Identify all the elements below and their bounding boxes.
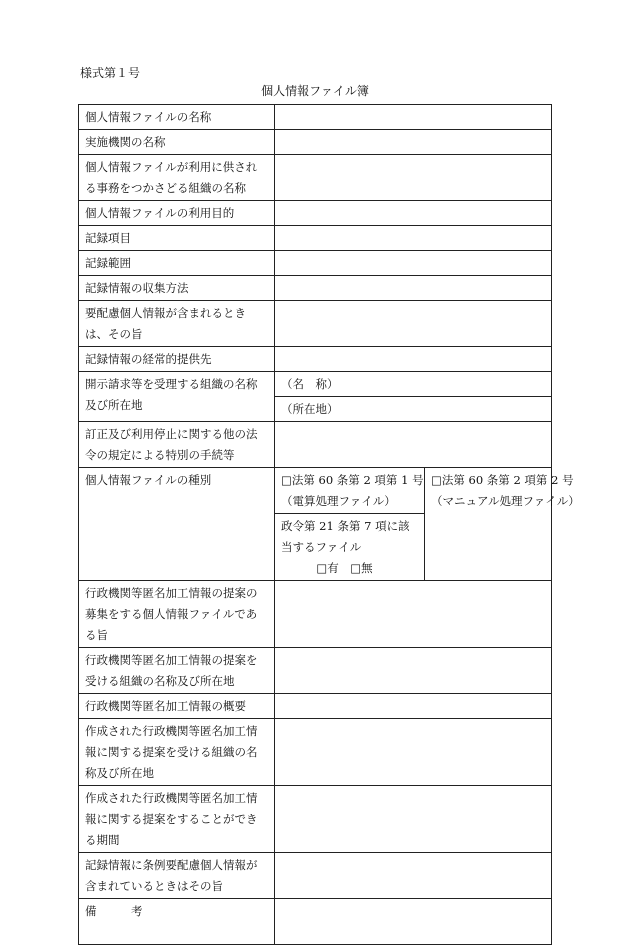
row-ordinance-sensitive (79, 853, 552, 899)
row-file-name (79, 105, 552, 130)
value-created-anon-org[interactable] (275, 719, 552, 786)
label-purpose: 個人情報ファイルの利用目的 (79, 201, 275, 226)
row-purpose (79, 201, 552, 226)
value-disclosure-address[interactable] (275, 397, 552, 422)
row-special-procedures (79, 422, 552, 468)
manual-file-caption: （マニュアル処理ファイル） (431, 494, 580, 508)
row-regular-recipients (79, 347, 552, 372)
label-record-scope: 記録範囲 (79, 251, 275, 276)
label-file-name: 個人情報ファイルの名称 (79, 105, 275, 130)
value-managing-org[interactable] (275, 155, 552, 201)
row-anon-overview (79, 694, 552, 719)
label-regular-recipients: 記録情報の経常的提供先 (79, 347, 275, 372)
label-anon-proposal-org: 行政機関等匿名加工情報の提案を受ける組織の名称及び所在地 (79, 648, 275, 694)
disclosure-address-label: （所在地） (281, 402, 339, 416)
label-sensitive-info: 要配慮個人情報が含まれるときは、その旨 (79, 301, 275, 347)
value-remarks[interactable] (275, 899, 552, 945)
row-record-items (79, 226, 552, 251)
label-disclosure-org: 開示請求等を受理する組織の名称及び所在地 (79, 372, 275, 422)
value-collection-method[interactable] (275, 276, 552, 301)
value-anon-proposal-org[interactable] (275, 648, 552, 694)
row-remarks (79, 899, 552, 945)
label-ordinance-sensitive: 記録情報に条例要配慮個人情報が含まれているときはその旨 (79, 853, 275, 899)
row-created-anon-period (79, 786, 552, 853)
row-sensitive-info (79, 301, 552, 347)
value-regular-recipients[interactable] (275, 347, 552, 372)
label-collection-method: 記録情報の収集方法 (79, 276, 275, 301)
row-anon-proposal-solicit (79, 581, 552, 648)
value-anon-proposal-solicit[interactable] (275, 581, 552, 648)
row-file-type-a (79, 468, 552, 514)
label-agency-name: 実施機関の名称 (79, 130, 275, 155)
value-file-name[interactable] (275, 105, 552, 130)
value-special-procedures[interactable] (275, 422, 552, 468)
value-purpose[interactable] (275, 201, 552, 226)
electronic-file-caption: （電算処理ファイル） (281, 494, 396, 508)
form-number: 様式第１号 (80, 66, 141, 80)
value-anon-overview[interactable] (275, 694, 552, 719)
option-electronic-file[interactable] (275, 468, 425, 514)
row-agency-name (79, 130, 552, 155)
value-ordinance-sensitive[interactable] (275, 853, 552, 899)
label-record-items: 記録項目 (79, 226, 275, 251)
ordinance-file-text: 政令第 21 条第 7 項に該当するファイル (281, 519, 410, 554)
file-register-table (78, 104, 580, 945)
value-agency-name[interactable] (275, 130, 552, 155)
disclosure-name-label: （名 称） (281, 377, 339, 391)
value-record-items[interactable] (275, 226, 552, 251)
label-created-anon-period: 作成された行政機関等匿名加工情報に関する提案をすることができる期間 (79, 786, 275, 853)
row-created-anon-org (79, 719, 552, 786)
row-disclosure-name (79, 372, 552, 397)
row-record-scope (79, 251, 552, 276)
row-collection-method (79, 276, 552, 301)
electronic-file-checkbox-text: □法第 60 条第 2 項第 1 号 (281, 473, 424, 487)
row-managing-org (79, 155, 552, 201)
value-record-scope[interactable] (275, 251, 552, 276)
row-anon-proposal-org (79, 648, 552, 694)
ordinance-file-cell[interactable] (275, 514, 425, 581)
value-sensitive-info[interactable] (275, 301, 552, 347)
manual-file-checkbox-text: □法第 60 条第 2 項第 2 号 (431, 473, 574, 487)
ordinance-yes-no-checkboxes[interactable]: □有 □無 (316, 561, 373, 575)
label-created-anon-org: 作成された行政機関等匿名加工情報に関する提案を受ける組織の名称及び所在地 (79, 719, 275, 786)
form-title: 個人情報ファイル簿 (261, 84, 369, 98)
value-created-anon-period[interactable] (275, 786, 552, 853)
label-managing-org: 個人情報ファイルが利用に供される事務をつかさどる組織の名称 (79, 155, 275, 201)
value-disclosure-name[interactable] (275, 372, 552, 397)
label-anon-overview: 行政機関等匿名加工情報の概要 (79, 694, 275, 719)
label-file-type: 個人情報ファイルの種別 (79, 468, 275, 581)
label-anon-proposal-solicit: 行政機関等匿名加工情報の提案の募集をする個人情報ファイルである旨 (79, 581, 275, 648)
option-manual-file[interactable] (425, 468, 580, 581)
label-remarks: 備 考 (79, 899, 275, 945)
label-special-procedures: 訂正及び利用停止に関する他の法令の規定による特別の手続等 (79, 422, 275, 468)
